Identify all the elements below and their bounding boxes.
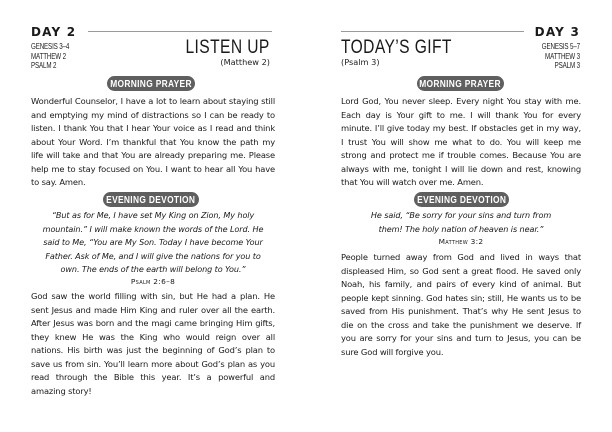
reading-item: MATTHEW 2 bbox=[31, 51, 66, 61]
scripture-reference: Psalm 2:6–8 bbox=[130, 277, 176, 286]
day-label: DAY 2 bbox=[31, 25, 77, 39]
reading-item: PSALM 3 bbox=[554, 61, 580, 71]
page-subtitle: (Psalm 3) bbox=[341, 57, 380, 67]
reading-item: GENESIS 3–4 bbox=[31, 42, 70, 51]
page-subtitle: (Matthew 2) bbox=[220, 57, 270, 67]
right-page bbox=[306, 0, 612, 432]
morning-prayer-badge: MORNING PRAYER bbox=[417, 76, 504, 91]
scripture-verse: He said, “Be sorry for your sins and turn from them! The holy nation of heaven is near.” bbox=[370, 210, 552, 234]
reading-item: PSALM 2 bbox=[31, 61, 57, 71]
morning-prayer-badge: MORNING PRAYER bbox=[107, 76, 195, 91]
scripture-verse: “But as for Me, I have set My King on Zion, My holy mountain.” I will make known the words of the Lord. He said to Me, “You are My Son. Today I have become Your Father. Ask of Me, and I will give the nations for you to own. The ends of the earth will belong to You.” bbox=[42, 210, 264, 274]
devotion-text: People turned away from God and lived in ways that displeased Him, so God sent a great flood. He saved only Noah, his family, and pairs of every kind of animal. But people kept sinning. God hates sin; still, He wants us to be saved from His punishment. That’s why He sent Jesus to die on the cross and take the punishment we deserve. If you are sorry for your sins and turn to Jesus, you can be sure God will forgive you. bbox=[341, 252, 581, 357]
page-title: TODAY’S GIFT bbox=[341, 37, 452, 58]
reading-list bbox=[31, 42, 69, 71]
reading-list bbox=[542, 42, 580, 71]
evening-devotion-badge: EVENING DEVOTION bbox=[103, 192, 199, 207]
header-rule bbox=[341, 31, 524, 32]
evening-devotion-badge: EVENING DEVOTION bbox=[414, 192, 509, 207]
morning-prayer-text: Wonderful Counselor, I have a lot to learn about staying still and emptying my mind of distractions so I can be ready to listen. I thank You that I hear Your voice as I read and think about Your Word. I’m thankful that You know the path my life will take and that You are already preparing me. Please help me to stay focused on You. I want to hear all You have to say. Amen. bbox=[31, 96, 275, 188]
devotion-text: God saw the world filling with sin, but He had a plan. He sent Jesus and made Him King and ruler over all the earth. After Jesus was born and the magi came bringing Him gifts, they knew He was the King who would reign over all nations. His birth was just the beginning of God’s plan to save us from sin. You’ll learn more about God’s plan as you read through the Bible this year. It’s a powerful and amazing story! bbox=[31, 291, 275, 396]
morning-prayer-text: Lord God, You never sleep. Every night You stay with me. Each day is Your gift to me. I will thank You for every minute. I’ll give today my best. If obstacles get in my way, I trust You will show me what to do. You will keep me strong and protect me if trouble comes. Because You are always with me, tonight I will lie down and rest, knowing that You will watch over me. Amen. bbox=[341, 96, 581, 188]
scripture-reference: Matthew 3:2 bbox=[438, 237, 484, 246]
page-title: LISTEN UP bbox=[185, 37, 270, 58]
day-label: DAY 3 bbox=[534, 25, 580, 39]
reading-item: GENESIS 5–7 bbox=[541, 42, 580, 51]
reading-item: MATTHEW 3 bbox=[545, 51, 580, 61]
header-rule bbox=[88, 31, 272, 32]
